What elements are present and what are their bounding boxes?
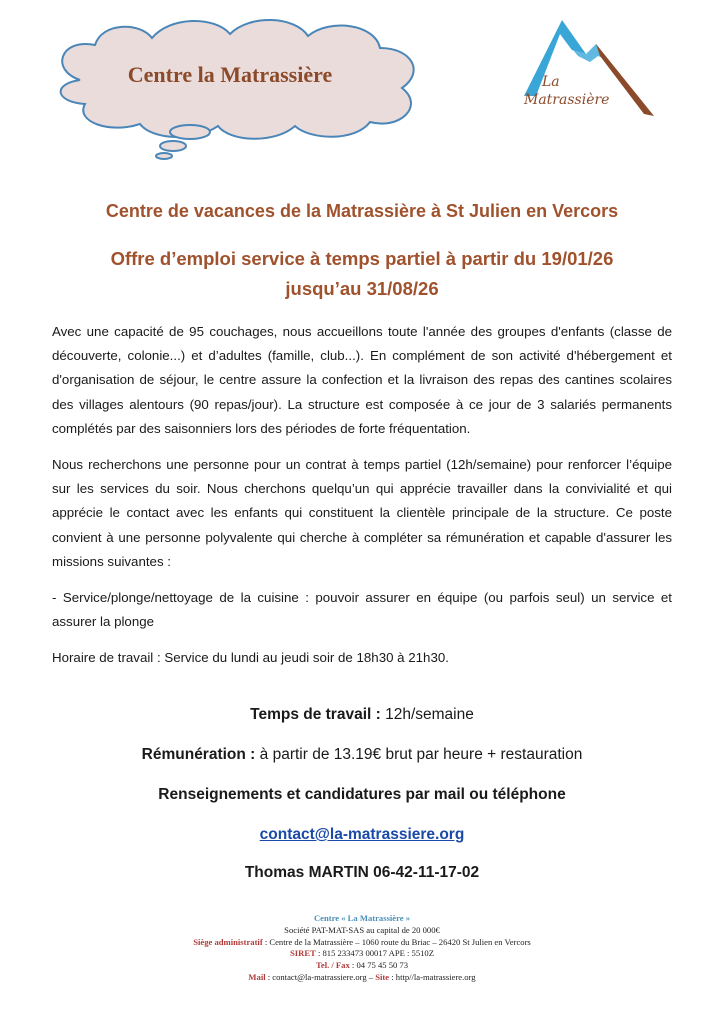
footer-address-value: : Centre de la Matrassière – 1060 route du Briac – 26420 St Julien en Vercors: [262, 936, 531, 947]
email-row: [40, 826, 684, 844]
footer-site-value[interactable]: : http//la-matrassiere.org: [389, 971, 476, 982]
work-time-value: 12h/semaine: [380, 706, 474, 723]
footer-mail-label: Mail: [248, 971, 266, 982]
contact-heading: Renseignements et candidatures par mail ou téléphone: [158, 786, 566, 803]
work-time: [40, 706, 684, 724]
page-title: Centre de vacances de la Matrassière à St Julien en Vercors: [105, 201, 619, 221]
footer-phone-value: : 04 75 45 50 73: [349, 960, 409, 971]
footer-phone-label: Tel. / Fax: [315, 960, 350, 971]
cloud-title: Centre la Matrassière: [127, 62, 333, 87]
paragraph-search: Nous recherchons une personne pour un contrat à temps partiel (12h/semaine) pour renforcer l’équipe sur les services du soir. Nous cherchons quelqu’un qui apprécie travailler dans la convivialité et qui apprécie le contact avec les enfants qui constituent la clientèle principale de la structure. Ce poste convient à une personne polyvalente qui cherche à compléter sa rémunération et capable d'assurer les missions suivantes :: [52, 457, 672, 569]
job-description: [52, 320, 672, 683]
work-time-label: Temps de travail :: [250, 706, 381, 723]
salary-value: à partir de 13.19€ brut par heure + restauration: [255, 746, 583, 763]
footer-address: [100, 937, 624, 949]
offer-title: [40, 244, 684, 304]
footer-siret-label: SIRET: [290, 948, 316, 959]
matrassiere-logo: [516, 16, 661, 121]
footer-phone: [100, 960, 624, 972]
footer: [100, 913, 624, 984]
footer-company: Centre « La Matrassière »: [313, 913, 411, 923]
footer-siret: [100, 948, 624, 960]
logo-text-name: Matrassière: [524, 92, 610, 108]
paragraph-schedule: Horaire de travail : Service du lundi au jeudi soir de 18h30 à 21h30.: [52, 650, 449, 666]
header-cloud: [40, 10, 440, 160]
footer-legal: Société PAT-MAT-SAS au capital de 20 000€: [284, 924, 440, 935]
paragraph-intro: Avec une capacité de 95 couchages, nous accueillons toute l'année des groupes d'enfants (classe de découverte, colonie...) et d’adultes (famille, club...). En complément de son activité d'hébergement et d'organisation de séjour, le centre assure la confection et la livraison des repas des cantines scolaires des villages alentours (90 repas/jour). La structure est composée à ce jour de 3 salariés permanents complétés par des saisonniers lors des périodes de forte fréquentation.: [52, 324, 672, 436]
footer-mail-value[interactable]: : contact@la-matrassiere.org –: [265, 971, 376, 982]
salary: [40, 746, 684, 764]
email-link[interactable]: contact@la-matrassiere.org: [259, 826, 465, 843]
offer-title-line1: Offre d’emploi service à temps partiel à partir du 19/01/26: [110, 248, 614, 269]
salary-label: Rémunération :: [141, 746, 256, 763]
logo-text-la: La: [542, 74, 560, 90]
footer-siret-value: : 815 233473 00017 APE : 5510Z: [315, 948, 434, 959]
offer-title-line2: jusqu’au 31/08/26: [285, 278, 439, 299]
footer-address-label: Siège administratif: [193, 936, 263, 947]
paragraph-missions: - Service/plonge/nettoyage de la cuisine : pouvoir assurer en équipe (ou parfois seul) un service et assurer la plonge: [52, 590, 672, 630]
footer-mail: [100, 972, 624, 984]
footer-site-label: Site: [375, 971, 390, 982]
contact-person: Thomas MARTIN 06-42-11-17-02: [244, 864, 480, 881]
